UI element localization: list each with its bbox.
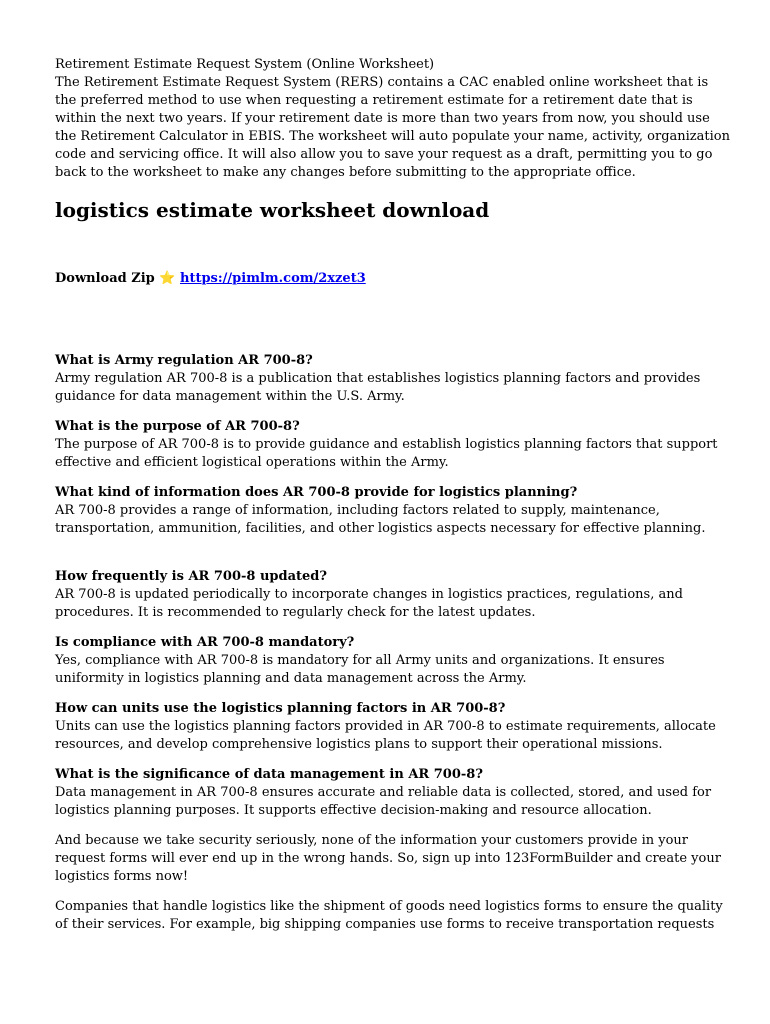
faq-answer: AR 700-8 provides a range of information, including factors related to supply, maintenance, transportation, ammunition, facilities, and other logistics aspects necessary for effective planning. xyxy=(55,503,706,536)
faq-question: How can units use the logistics planning factors in AR 700-8? xyxy=(55,701,506,716)
closing-paragraph: And because we take security seriously, none of the information your customers provide in your request forms will ever end up in the wrong hands. So, sign up into 123FormBuilder and create your logistics forms now! xyxy=(55,833,721,884)
closing-paragraph: Companies that handle logistics like the shipment of goods need logistics forms to ensure the quality of their services. For example, big shipping companies use forms to receive transportation requests xyxy=(55,899,723,932)
faq-question: What is the significance of data management in AR 700-8? xyxy=(55,767,483,782)
faq-item xyxy=(55,766,730,820)
download-link[interactable]: https://pimlm.com/2xzet3 xyxy=(180,271,366,286)
faq-question: What is Army regulation AR 700-8? xyxy=(55,353,313,368)
intro-section xyxy=(55,56,730,182)
faq-answer: Yes, compliance with AR 700-8 is mandatory for all Army units and organizations. It ensures uniformity in logistics planning and data management across the Army. xyxy=(55,653,665,686)
faq-answer: Units can use the logistics planning factors provided in AR 700-8 to estimate requirements, allocate resources, and develop comprehensive logistics plans to support their operational missions. xyxy=(55,719,716,752)
faq-answer: Data management in AR 700-8 ensures accurate and reliable data is collected, stored, and used for logistics planning purposes. It supports effective decision-making and resource allocation. xyxy=(55,785,712,818)
faq-question: How frequently is AR 700-8 updated? xyxy=(55,569,328,584)
faq-answer: The purpose of AR 700-8 is to provide guidance and establish logistics planning factors that support effective and efficient logistical operations within the Army. xyxy=(55,437,718,470)
faq-item xyxy=(55,352,730,406)
page-heading: logistics estimate worksheet download xyxy=(55,198,490,222)
intro-body: The Retirement Estimate Request System (RERS) contains a CAC enabled online worksheet that is the preferred method to use when requesting a retirement estimate for a retirement date that is within the next two years. If your retirement date is more than two years from now, you should use the Retirement Calculator in EBIS. The worksheet will auto populate your name, activity, organization code and servicing office. It will also allow you to save your request as a draft, permitting you to go back to the worksheet to make any changes before submitting to the appropriate office. xyxy=(55,75,730,180)
closing-section xyxy=(55,832,730,934)
download-line xyxy=(55,270,730,288)
download-label: Download Zip ⭐ xyxy=(55,271,180,286)
faq-item xyxy=(55,568,730,622)
faq-question: What is the purpose of AR 700-8? xyxy=(55,419,300,434)
faq-item xyxy=(55,634,730,688)
faq-item xyxy=(55,418,730,472)
faq-question: Is compliance with AR 700-8 mandatory? xyxy=(55,635,355,650)
faq-section xyxy=(55,352,730,820)
faq-item xyxy=(55,484,730,538)
faq-item xyxy=(55,700,730,754)
faq-answer: AR 700-8 is updated periodically to incorporate changes in logistics practices, regulations, and procedures. It is recommended to regularly check for the latest updates. xyxy=(55,587,683,620)
faq-question: What kind of information does AR 700-8 provide for logistics planning? xyxy=(55,485,578,500)
intro-title: Retirement Estimate Request System (Online Worksheet) xyxy=(55,57,435,72)
faq-answer: Army regulation AR 700-8 is a publication that establishes logistics planning factors and provides guidance for data management within the U.S. Army. xyxy=(55,371,701,404)
